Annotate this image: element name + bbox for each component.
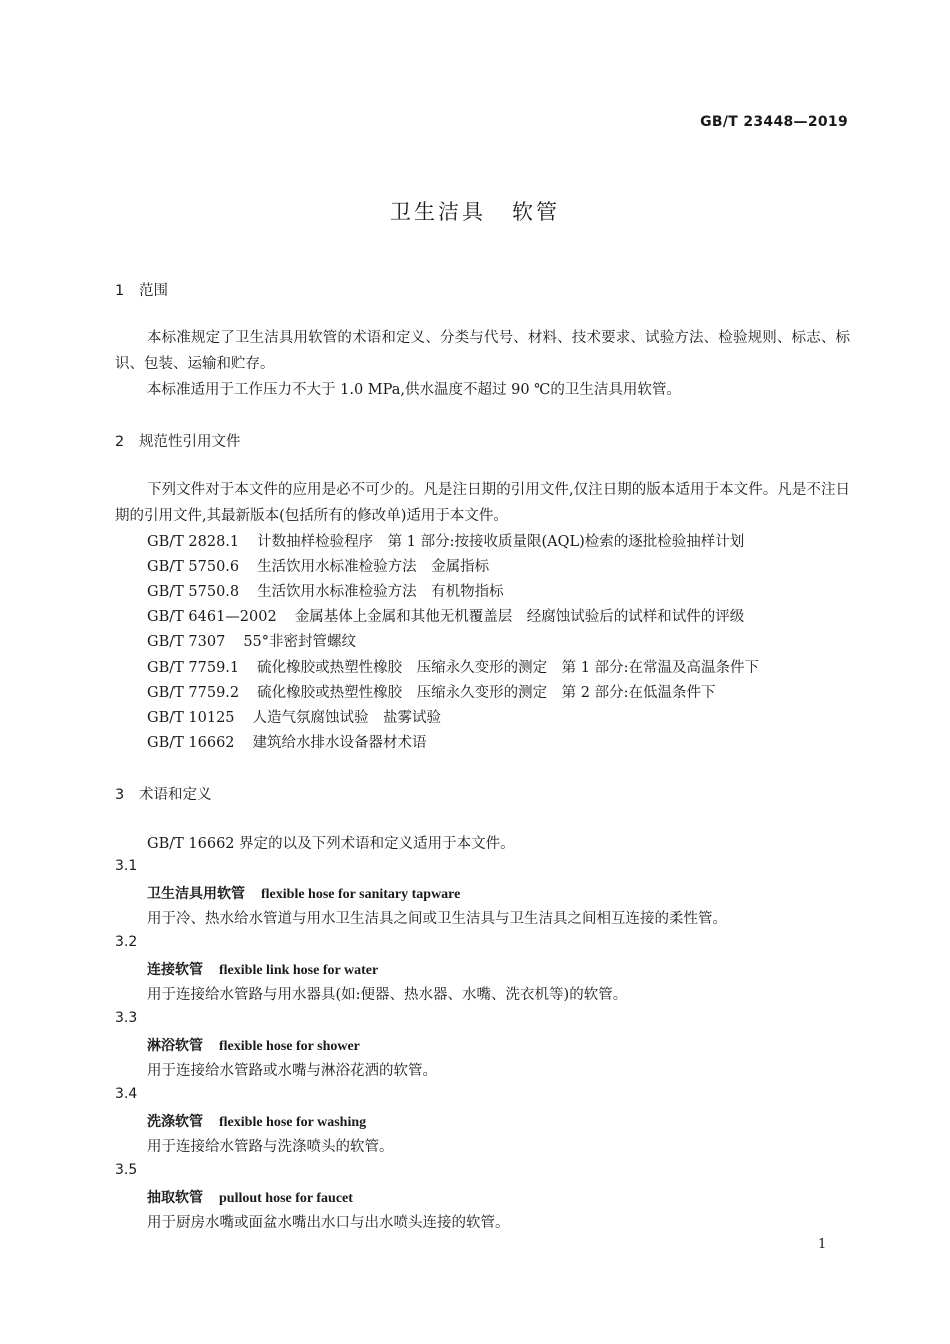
term-en: flexible hose for washing bbox=[219, 1115, 367, 1130]
reference-code: GB/T 10125 bbox=[147, 710, 235, 726]
reference-code: GB/T 2828.1 bbox=[147, 534, 240, 550]
reference-code: GB/T 5750.8 bbox=[147, 584, 240, 600]
term-heading bbox=[147, 1111, 366, 1131]
section-1-heading bbox=[115, 279, 168, 300]
clause-number: 3.3 bbox=[115, 1010, 138, 1026]
term-zh: 抽取软管 bbox=[147, 1190, 203, 1206]
term-heading bbox=[147, 959, 378, 979]
reference-title: 硫化橡胶或热塑性橡胶 压缩永久变形的测定 第 2 部分:在低温条件下 bbox=[257, 685, 716, 701]
scope-paragraph-2: 本标准适用于工作压力不大于 1.0 MPa,供水温度不超过 90 ℃的卫生洁具用软管。 bbox=[147, 382, 681, 398]
reference-title: 建筑给水排水设备器材术语 bbox=[252, 735, 427, 751]
reference-title: 生活饮用水标准检验方法 金属指标 bbox=[257, 559, 490, 575]
term-zh: 卫生洁具用软管 bbox=[147, 886, 245, 902]
scope-paragraph-1: 本标准规定了卫生洁具用软管的术语和定义、分类与代号、材料、技术要求、试验方法、检验规则、标志、标识、包装、运输和贮存。 bbox=[115, 330, 850, 372]
term-en: flexible link hose for water bbox=[219, 963, 379, 978]
clause-number: 3.1 bbox=[115, 858, 138, 874]
page-number: 1 bbox=[818, 1237, 827, 1252]
reference-title: 人造气氛腐蚀试验 盐雾试验 bbox=[252, 710, 442, 726]
section-3-heading bbox=[115, 783, 212, 804]
reference-item bbox=[147, 681, 715, 702]
term-definition: 用于连接给水管路与洗涤喷头的软管。 bbox=[147, 1139, 394, 1155]
term-heading bbox=[147, 1035, 360, 1055]
reference-item bbox=[147, 656, 759, 677]
title-main: 卫生洁具 bbox=[390, 200, 486, 224]
section-title: 术语和定义 bbox=[139, 787, 212, 803]
reference-code: GB/T 5750.6 bbox=[147, 559, 240, 575]
reference-title: 计数抽样检验程序 第 1 部分:按接收质量限(AQL)检索的逐批检验抽样计划 bbox=[257, 534, 745, 550]
term-zh: 连接软管 bbox=[147, 962, 203, 978]
term-heading bbox=[147, 1187, 353, 1207]
section-number: 2 bbox=[115, 434, 125, 450]
term-definition: 用于连接给水管路或水嘴与淋浴花洒的软管。 bbox=[147, 1063, 437, 1079]
section-title: 规范性引用文件 bbox=[139, 434, 241, 450]
references-intro: 下列文件对于本文件的应用是必不可少的。凡是注日期的引用文件,仅注日期的版本适用于本文件。凡是不注日期的引用文件,其最新版本(包括所有的修改单)适用于本文件。 bbox=[115, 482, 850, 524]
clause-number: 3.4 bbox=[115, 1086, 138, 1102]
standard-number: GB/T 23448—2019 bbox=[700, 114, 848, 130]
reference-code: GB/T 6461—2002 bbox=[147, 609, 277, 625]
term-en: flexible hose for shower bbox=[219, 1039, 360, 1054]
reference-code: GB/T 7759.1 bbox=[147, 660, 240, 676]
reference-item bbox=[147, 630, 356, 651]
term-definition: 用于连接给水管路与用水器具(如:便器、热水器、水嘴、洗衣机等)的软管。 bbox=[147, 987, 628, 1003]
reference-code: GB/T 16662 bbox=[147, 735, 235, 751]
reference-item bbox=[147, 530, 744, 551]
term-heading bbox=[147, 883, 460, 903]
reference-item bbox=[147, 731, 427, 752]
term-definition: 用于厨房水嘴或面盆水嘴出水口与出水喷头连接的软管。 bbox=[147, 1215, 510, 1231]
term-en: pullout hose for faucet bbox=[219, 1191, 353, 1206]
reference-title: 金属基体上金属和其他无机覆盖层 经腐蚀试验后的试样和试件的评级 bbox=[294, 609, 745, 625]
terms-intro: GB/T 16662 界定的以及下列术语和定义适用于本文件。 bbox=[147, 836, 515, 852]
section-number: 3 bbox=[115, 787, 125, 803]
reference-item bbox=[147, 555, 489, 576]
reference-item bbox=[147, 605, 744, 626]
term-zh: 洗涤软管 bbox=[147, 1114, 203, 1130]
reference-item bbox=[147, 706, 441, 727]
document-title bbox=[0, 196, 950, 226]
reference-title: 硫化橡胶或热塑性橡胶 压缩永久变形的测定 第 1 部分:在常温及高温条件下 bbox=[257, 660, 759, 676]
reference-code: GB/T 7759.2 bbox=[147, 685, 240, 701]
reference-title: 55°非密封管螺纹 bbox=[243, 634, 357, 650]
clause-number: 3.2 bbox=[115, 934, 138, 950]
reference-item bbox=[147, 580, 504, 601]
section-2-heading bbox=[115, 430, 241, 451]
reference-title: 生活饮用水标准检验方法 有机物指标 bbox=[257, 584, 504, 600]
section-title: 范围 bbox=[139, 283, 168, 299]
clause-number: 3.5 bbox=[115, 1162, 138, 1178]
term-en: flexible hose for sanitary tapware bbox=[261, 887, 461, 902]
term-definition: 用于冷、热水给水管道与用水卫生洁具之间或卫生洁具与卫生洁具之间相互连接的柔性管。 bbox=[147, 911, 727, 927]
section-number: 1 bbox=[115, 283, 125, 299]
reference-code: GB/T 7307 bbox=[147, 634, 226, 650]
title-sub: 软管 bbox=[512, 200, 560, 224]
term-zh: 淋浴软管 bbox=[147, 1038, 203, 1054]
